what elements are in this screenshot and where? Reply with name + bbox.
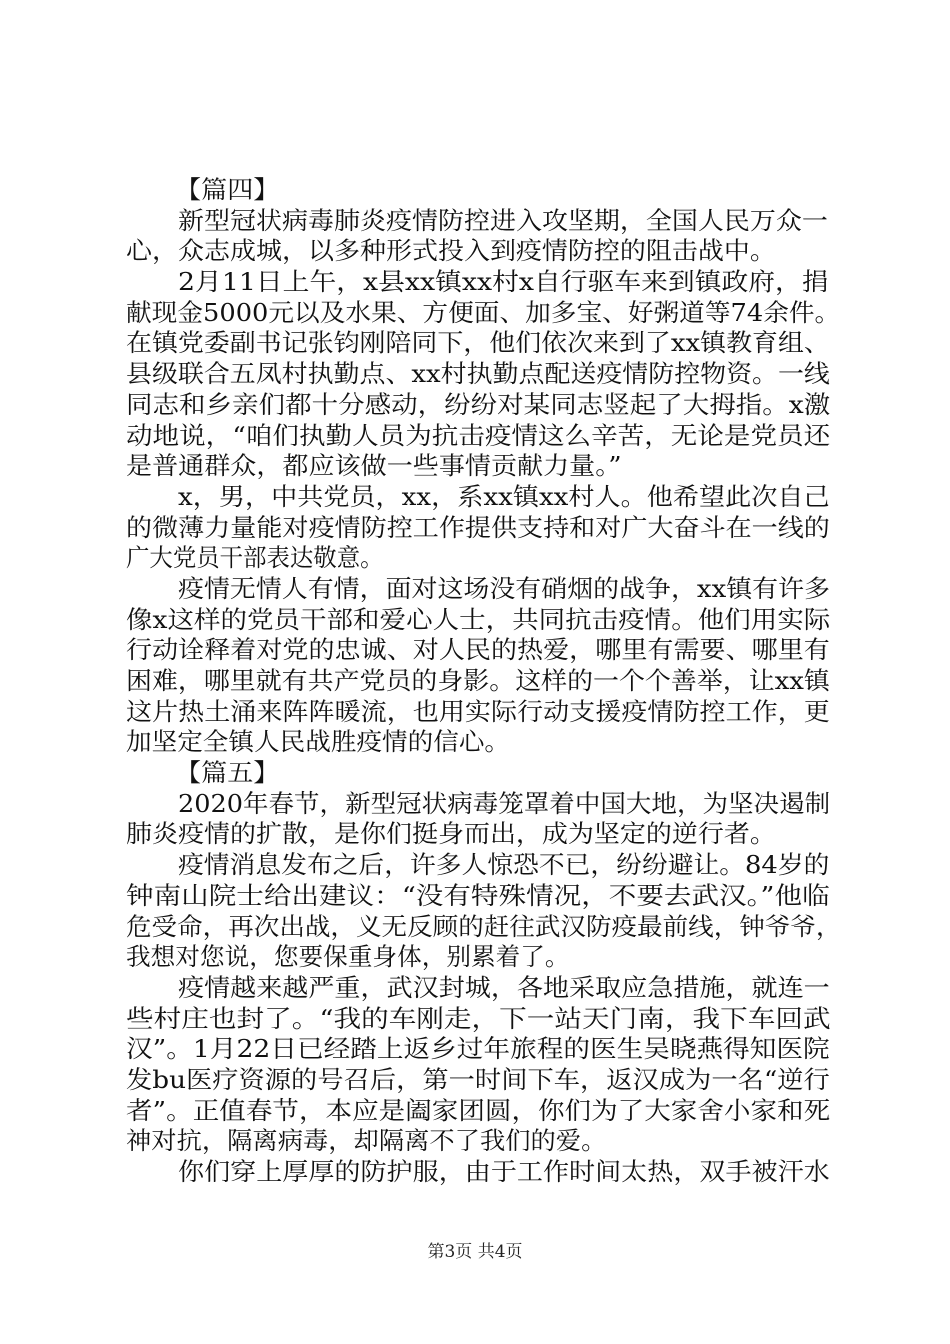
paragraph-line: 行动诠释着对党的忠诚、对人民的热爱，哪里有需要、哪里有	[126, 635, 830, 665]
heading-part-four: 【篇四】	[175, 175, 280, 204]
paragraph-line: 加坚定全镇人民战胜疫情的信心。	[126, 727, 511, 757]
paragraph-line: 2020年春节，新型冠状病毒笼罩着中国大地，为坚决遏制	[178, 788, 831, 818]
paragraph-line: 汉”。1月22日已经踏上返乡过年旅程的医生吴晓燕得知医院	[126, 1034, 830, 1064]
paragraph-line: 县级联合五凤村执勤点、xx村执勤点配送疫情防控物资。一线	[126, 359, 830, 389]
page-number-footer: 第3页 共4页	[427, 1242, 523, 1262]
paragraph-line: 发bu医疗资源的号召后，第一时间下车，返汉成为一名“逆行	[126, 1064, 830, 1094]
heading-part-five: 【篇五】	[175, 758, 280, 788]
paragraph-line: 心，众志成城，以多种形式投入到疫情防控的阻击战中。	[126, 236, 776, 266]
paragraph-line: 者”。正值春节，本应是阖家团圆，你们为了大家舍小家和死	[126, 1095, 831, 1125]
paragraph-line: 动地说，“咱们执勤人员为抗击疫情这么辛苦，无论是党员还	[126, 420, 831, 450]
paragraph-line: 肺炎疫情的扩散，是你们挺身而出，成为坚定的逆行者。	[126, 819, 776, 849]
paragraph-line: 我想对您说，您要保重身体，别累着了。	[126, 942, 570, 972]
paragraph-line: 是普通群众，都应该做一些事情贡献力量。”	[126, 451, 622, 481]
paragraph-line: 广大党员干部表达敬意。	[126, 543, 384, 573]
paragraph-line: 疫情消息发布之后，许多人惊恐不已，纷纷避让。84岁的	[178, 850, 830, 880]
paragraph-line: 神对抗，隔离病毒，却隔离不了我们的爱。	[126, 1126, 607, 1156]
paragraph-line: 疫情无情人有情，面对这场没有硝烟的战争，xx镇有许多	[178, 573, 830, 603]
paragraph-line: 2月11日上午，x县xx镇xx村x自行驱车来到镇政府，捐	[178, 267, 829, 297]
paragraph-line: 困难，哪里就有共产党员的身影。这样的一个个善举，让xx镇	[126, 666, 830, 695]
paragraph-line: 新型冠状病毒肺炎疫情防控进入攻坚期，全国人民万众一	[178, 205, 828, 235]
paragraph-line: x，男，中共党员，xx，系xx镇xx村人。他希望此次自己	[178, 481, 830, 511]
paragraph-line: 像x这样的党员干部和爱心人士，共同抗击疫情。他们用实际	[126, 604, 831, 634]
paragraph-line: 献现金5000元以及水果、方便面、加多宝、好粥道等74余件。	[126, 297, 841, 327]
paragraph-line: 同志和乡亲们都十分感动，纷纷对某同志竖起了大拇指。x激	[126, 389, 831, 419]
paragraph-line: 些村庄也封了。“我的车刚走，下一站天门南，我下车回武	[126, 1003, 831, 1033]
paragraph-line: 疫情越来越严重，武汉封城，各地采取应急措施，就连一	[178, 972, 830, 1002]
paragraph-line: 危受命，再次出战，义无反顾的赶往武汉防疫最前线，钟爷爷，	[126, 911, 842, 941]
paragraph-line: 这片热土涌来阵阵暖流，也用实际行动支援疫情防控工作，更	[126, 696, 830, 726]
paragraph-line: 在镇党委副书记张钧刚陪同下，他们依次来到了xx镇教育组、	[126, 328, 830, 358]
paragraph-line: 你们穿上厚厚的防护服，由于工作时间太热，双手被汗水	[178, 1157, 830, 1186]
paragraph-line: 的微薄力量能对疫情防控工作提供支持和对广大奋斗在一线的	[126, 512, 830, 542]
paragraph-line: 钟南山院士给出建议：“没有特殊情况，不要去武汉。”他临	[126, 880, 830, 910]
